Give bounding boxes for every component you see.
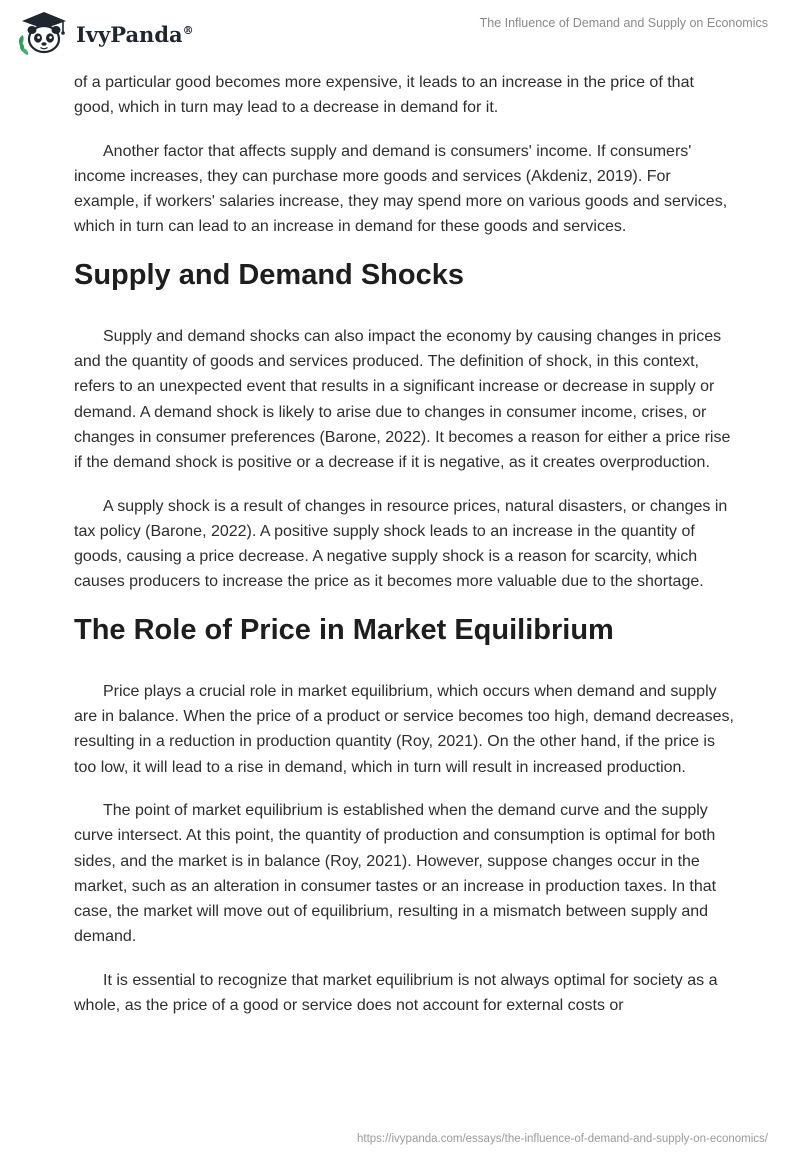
paragraph-equilibrium-optimal: It is essential to recognize that market equilibrium is not always optimal for society as a whole, as the price of a good or service does not account for external costs or: [74, 971, 718, 1015]
registered-mark: ®: [182, 23, 194, 37]
paragraph-demand-shock: Supply and demand shocks can also impact the economy by causing changes in prices and the quantity of goods and services produced. The definition of shock, in this context, refers to an unexpected event that results in a significant increase or decrease in supply or demand. A demand shock is likely to arise due to changes in consumer income, crises, or changes in consumer preferences (Barone, 2022). It becomes a reason for either a price rise if the demand shock is positive or a decrease if it is negative, as it creates overproduction.: [74, 327, 731, 472]
paragraph-equilibrium-point: The point of market equilibrium is established when the demand curve and the supply curve intersect. At this point, the quantity of production and consumption is optimal for both sides, and the market is in balance (Roy, 2021). However, suppose changes occur in the market, such as an alteration in consumer tastes or an increase in production taxes. In that case, the market will move out of equilibrium, resulting in a mismatch between supply and demand.: [74, 801, 717, 946]
section-heading-shocks: Supply and Demand Shocks: [74, 258, 464, 291]
paragraph-price-equilibrium: Price plays a crucial role in market equilibrium, which occurs when demand and supply are in balance. When the price of a product or service becomes too high, demand decreases, resulting in a reduction in production quantity (Roy, 2021). On the other hand, if the price is too low, it will lead to a rise in demand, which in turn will result in increased production.: [74, 682, 734, 776]
essay-content: [74, 70, 734, 1036]
paragraph-continued: of a particular good becomes more expensive, it leads to an increase in the price of that good, which in turn may lead to a decrease in demand for it.: [74, 74, 694, 117]
panda-graduate-icon: [14, 8, 72, 58]
document-title: The Influence of Demand and Supply on Economics: [479, 16, 768, 30]
page-header: [0, 0, 800, 70]
source-url-link[interactable]: https://ivypanda.com/essays/the-influence-of-demand-and-supply-on-economics/: [356, 1133, 768, 1145]
brand-name: IvyPanda®: [76, 21, 194, 47]
paragraph-supply-shock: A supply shock is a result of changes in resource prices, natural disasters, or changes in tax policy (Barone, 2022). A positive supply shock leads to an increase in the quantity of goods, causing a price decrease. A negative supply shock is a reason for scarcity, which causes producers to increase the price as it becomes more valuable due to the shortage.: [74, 497, 728, 591]
brand-logo[interactable]: [14, 8, 194, 58]
section-heading-price-role: The Role of Price in Market Equilibrium: [74, 613, 614, 646]
paragraph-consumer-income: Another factor that affects supply and demand is consumers' income. If consumers' income increases, they can purchase more goods and services (Akdeniz, 2019). For example, if workers' salaries increase, they may spend more on various goods and services, which in turn can lead to an increase in demand for these goods and services.: [74, 142, 728, 236]
